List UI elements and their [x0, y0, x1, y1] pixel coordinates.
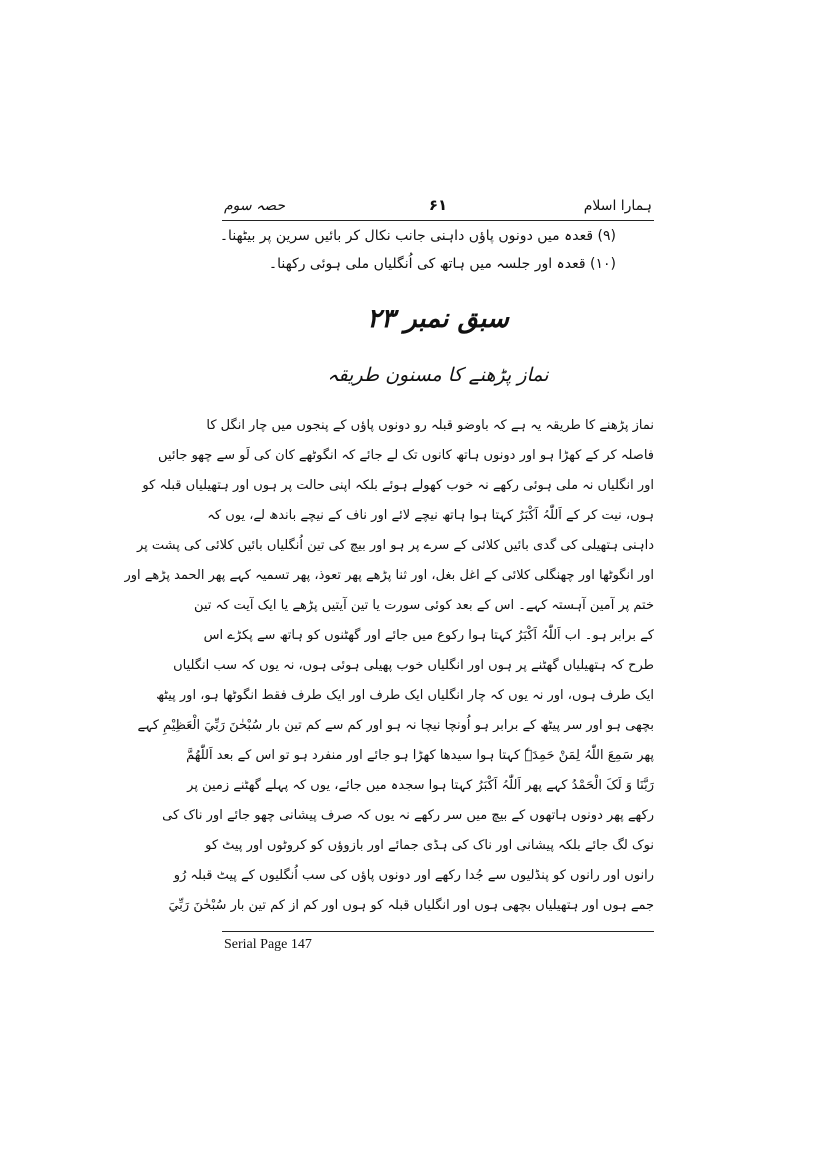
rule-item: (۹) قعدہ میں دونوں پاؤں داہنی جانب نکال کر بائیں سرین پر بیٹھنا۔ — [219, 228, 616, 244]
lesson-title: سبق نمبر ۲۳ — [367, 304, 509, 334]
book-title: ہمارا اسلام — [583, 198, 652, 214]
body-line: ایک طرف ہوں، اور نہ یوں کہ چار انگلیاں ایک طرف اور ایک طرف فقط انگوٹھا ہو، اور پیٹھ — [156, 688, 654, 703]
part-label: حصہ سوم — [224, 198, 286, 214]
body-line: نوک لگ جائے بلکہ پیشانی اور ناک کی ہڈی جمائے اور بازوؤں کو کروٹوں اور پیٹ کو — [205, 838, 654, 853]
lesson-subtitle: نماز پڑھنے کا مسنون طریقہ — [327, 364, 549, 386]
body-line: اور انگلیاں نہ ملی ہوئی رکھے نہ خوب کھولے ہوئے بلکہ اپنی حالت پر ہوں اور ہتھیلیاں قبلہ کو — [142, 478, 654, 493]
body-line: فاصلہ کر کے کھڑا ہو اور دونوں ہاتھ کانوں تک لے جائے کہ انگوٹھے کان کی لَو سے چھو جائیں — [158, 448, 654, 463]
page-number: ۶۱ — [428, 196, 448, 214]
body-line: نماز پڑھنے کا طریقہ یہ ہے کہ باوضو قبلہ رو دونوں پاؤں کے پنجوں میں چار انگل کا — [206, 418, 654, 433]
body-line: رکھے پھر دونوں ہاتھوں کے بیچ میں سر رکھے نہ یوں کہ صرف پیشانی چھو جائے اور ناک کی — [162, 808, 654, 823]
body-line: جمے ہوں اور ہتھیلیاں بچھی ہوں اور انگلیاں قبلہ کو ہوں اور کم از کم تین بار سُبْحٰنَ رَبِّيَ — [168, 898, 654, 913]
page-header — [222, 198, 654, 221]
body-line: کے برابر ہو۔ اب اَللّٰہُ اَکْبَرُ کہتا ہوا رکوع میں جائے اور گھٹنوں کو ہاتھ سے پکڑے اس — [203, 628, 654, 643]
body-line: بچھی ہو اور سر پیٹھ کے برابر ہو اُونچا نیچا نہ ہو اور کم سے کم تین بار سُبْحٰنَ رَبِّيَ الْعَظِيْمِ کہے — [137, 718, 654, 733]
body-line: رانوں اور رانوں کو پنڈلیوں سے جُدا رکھے اور دونوں پاؤں کی سب اُنگلیوں کے پیٹ قبلہ رُو — [173, 868, 654, 883]
rule-item: (۱۰) قعدہ اور جلسہ میں ہاتھ کی اُنگلیاں ملی ہوئی رکھنا۔ — [268, 256, 616, 272]
body-line: ختم پر آمین آہستہ کہے۔ اس کے بعد کوئی سورت یا تین آیتیں پڑھے یا ایک آیت کہ تین — [193, 598, 654, 613]
body-line: رَبَّنَا وَ لَکَ الْحَمْدُ کہے پھر اَللّٰہُ اَکْبَرُ کہتا ہوا سجدہ میں جائے، یوں کہ پہلے گھٹنے زمین پر — [187, 778, 654, 793]
body-line: پھر سَمِعَ اللّٰہُ لِمَنْ حَمِدَہٗ کہتا ہوا سیدھا کھڑا ہو جائے اور منفرد ہو تو اس کے بعد اَللّٰھُمَّ — [186, 748, 654, 763]
body-line: اور انگوٹھا اور چھنگلی کلائی کے اغل بغل، اور ثنا پڑھے پھر تعوذ، پھر تسمیہ کہے پھر الحمد پڑھے اور — [124, 568, 654, 583]
body-line: ہوں، نیت کر کے اَللّٰہُ اَکْبَرُ کہتا ہوا ہاتھ نیچے لائے اور ناف کے نیچے باندھ لے، یوں کہ — [207, 508, 654, 523]
serial-page-label: Serial Page 147 — [224, 937, 312, 952]
body-line: داہنی ہتھیلی کی گدی بائیں کلائی کے سرے پر ہو اور بیچ کی تین اُنگلیاں بائیں کلائی کی پشت پر — [136, 538, 654, 553]
body-line: طرح کہ ہتھیلیاں گھٹنے پر ہوں اور انگلیاں خوب پھیلی ہوئی ہوں، نہ یوں کہ سب انگلیاں — [173, 658, 654, 673]
footer-divider — [222, 931, 654, 932]
